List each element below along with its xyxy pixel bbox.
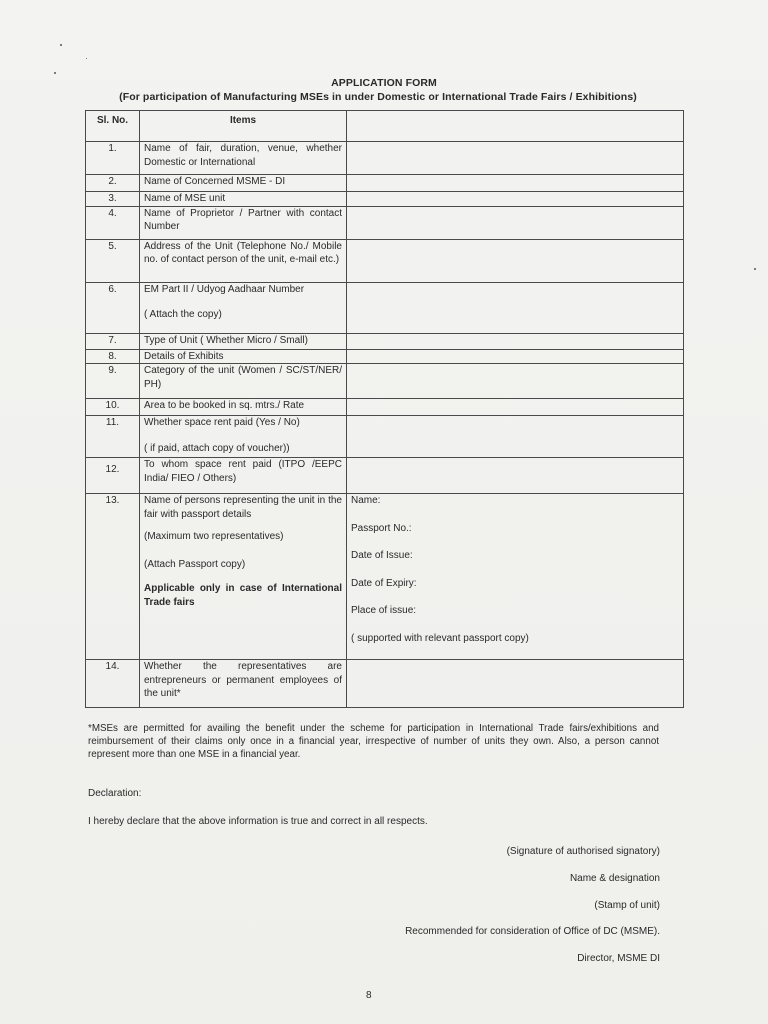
row-sl: 1.: [86, 142, 140, 175]
header-value: [347, 111, 684, 142]
header-items: Items: [140, 111, 347, 142]
row-item: Details of Exhibits: [140, 349, 347, 364]
row-item: [140, 416, 347, 458]
footnote: *MSEs are permitted for availing the benefit under the scheme for participation in International Trade fairs/exhibitions and reimbursement of their claims only once in a financial year, irrespective of number of units they own. Also, a person cannot represent more than one MSE in a financial year.: [88, 723, 659, 760]
form-title: APPLICATION FORM: [331, 77, 437, 89]
passport-copy-note: ( supported with relevant passport copy): [351, 632, 529, 644]
value-field[interactable]: [347, 660, 684, 708]
row-item: [140, 282, 347, 333]
row-sl: 2.: [86, 175, 140, 192]
value-field[interactable]: [347, 192, 684, 207]
scan-speck: [754, 268, 756, 270]
row-sl: 12.: [86, 458, 140, 494]
row-item: Name of fair, duration, venue, whether Domestic or International: [140, 142, 347, 175]
value-field[interactable]: [347, 206, 684, 239]
row-sl: 9.: [86, 364, 140, 399]
row-item: Address of the Unit (Telephone No./ Mobile no. of contact person of the unit, e-mail etc.): [140, 239, 347, 282]
header-sl-no: Sl. No.: [86, 111, 140, 142]
item-note: (Maximum two representatives): [144, 531, 284, 542]
row-sl: 5.: [86, 239, 140, 282]
name-designation-line: Name & designation: [569, 873, 660, 884]
item-text: Name of persons representing the unit in the fair with passport details: [144, 495, 342, 520]
declaration-text: I hereby declare that the above information is true and correct in all respects.: [88, 816, 428, 827]
table-header-row: [86, 111, 684, 142]
passport-no-label: Passport No.:: [351, 522, 412, 534]
row-item: Area to be booked in sq. mtrs./ Rate: [140, 399, 347, 416]
item-note: ( if paid, attach copy of voucher)): [144, 442, 290, 454]
stamp-line: (Stamp of unit): [594, 900, 660, 911]
row-sl: 14.: [86, 660, 140, 708]
place-of-issue-label: Place of issue:: [351, 605, 417, 616]
value-field[interactable]: [347, 142, 684, 175]
table-row: [86, 142, 684, 175]
table-row: [86, 416, 684, 458]
scan-speck: [86, 58, 87, 59]
row-sl: 3.: [86, 192, 140, 207]
row-sl: 10.: [86, 399, 140, 416]
item-text: EM Part II / Udyog Aadhaar Number: [144, 283, 305, 295]
signature-line: (Signature of authorised signatory): [506, 846, 660, 857]
row-sl: 4.: [86, 206, 140, 239]
value-field[interactable]: [347, 416, 684, 458]
value-field[interactable]: [347, 399, 684, 416]
director-line: Director, MSME DI: [577, 953, 660, 964]
row-item: Name of Proprietor / Partner with contact Number: [140, 206, 347, 239]
item-note: ( Attach the copy): [144, 309, 222, 320]
table-row: [86, 206, 684, 239]
table-row: [86, 333, 684, 349]
item-note: (Attach Passport copy): [144, 558, 246, 570]
table-row: [86, 239, 684, 282]
value-field[interactable]: [347, 175, 684, 192]
value-field[interactable]: [347, 282, 684, 333]
row-sl: 6.: [86, 282, 140, 333]
table-row: [86, 282, 684, 333]
table-row: [86, 660, 684, 708]
value-field[interactable]: [347, 349, 684, 364]
scan-speck: [60, 44, 62, 46]
item-note-bold: Applicable only in case of International Trade fairs: [144, 583, 342, 608]
table-row: [86, 175, 684, 192]
date-of-issue-label: Date of Issue:: [351, 550, 413, 561]
row-sl: 11.: [86, 416, 140, 458]
value-field[interactable]: [347, 239, 684, 282]
table-row: [86, 458, 684, 494]
row-item: [140, 494, 347, 660]
value-field[interactable]: [347, 458, 684, 494]
row-sl: 8.: [86, 349, 140, 364]
application-table: [85, 110, 684, 708]
row-sl: 13.: [86, 494, 140, 660]
name-field-label: Name:: [351, 495, 381, 506]
item-text: Whether space rent paid (Yes / No): [144, 417, 300, 428]
table-row: [86, 364, 684, 399]
table-row: [86, 192, 684, 207]
row-item: Category of the unit (Women / SC/ST/NER/ PH): [140, 364, 347, 399]
page-number: 8: [366, 990, 372, 1001]
row-item: Name of Concerned MSME - DI: [140, 175, 347, 192]
row-item: Type of Unit ( Whether Micro / Small): [140, 333, 347, 349]
value-field[interactable]: [347, 364, 684, 399]
date-of-expiry-label: Date of Expiry:: [351, 577, 417, 589]
row-sl: 7.: [86, 333, 140, 349]
passport-details-cell[interactable]: [347, 494, 684, 660]
table-row: [86, 349, 684, 364]
table-row: [86, 494, 684, 660]
row-item: To whom space rent paid (ITPO /EEPC India/ FIEO / Others): [140, 458, 347, 494]
recommendation-line: Recommended for consideration of Office of DC (MSME).: [405, 926, 660, 937]
row-item: Name of MSE unit: [140, 192, 347, 207]
value-field[interactable]: [347, 333, 684, 349]
scan-speck: [54, 72, 56, 74]
row-item: Whether the representatives are entrepreneurs or permanent employees of the unit*: [140, 660, 347, 708]
table-row: [86, 399, 684, 416]
declaration-heading: Declaration:: [88, 788, 142, 799]
form-subtitle: (For participation of Manufacturing MSEs in under Domestic or International Trade Fairs / Exhibitions): [119, 91, 637, 103]
